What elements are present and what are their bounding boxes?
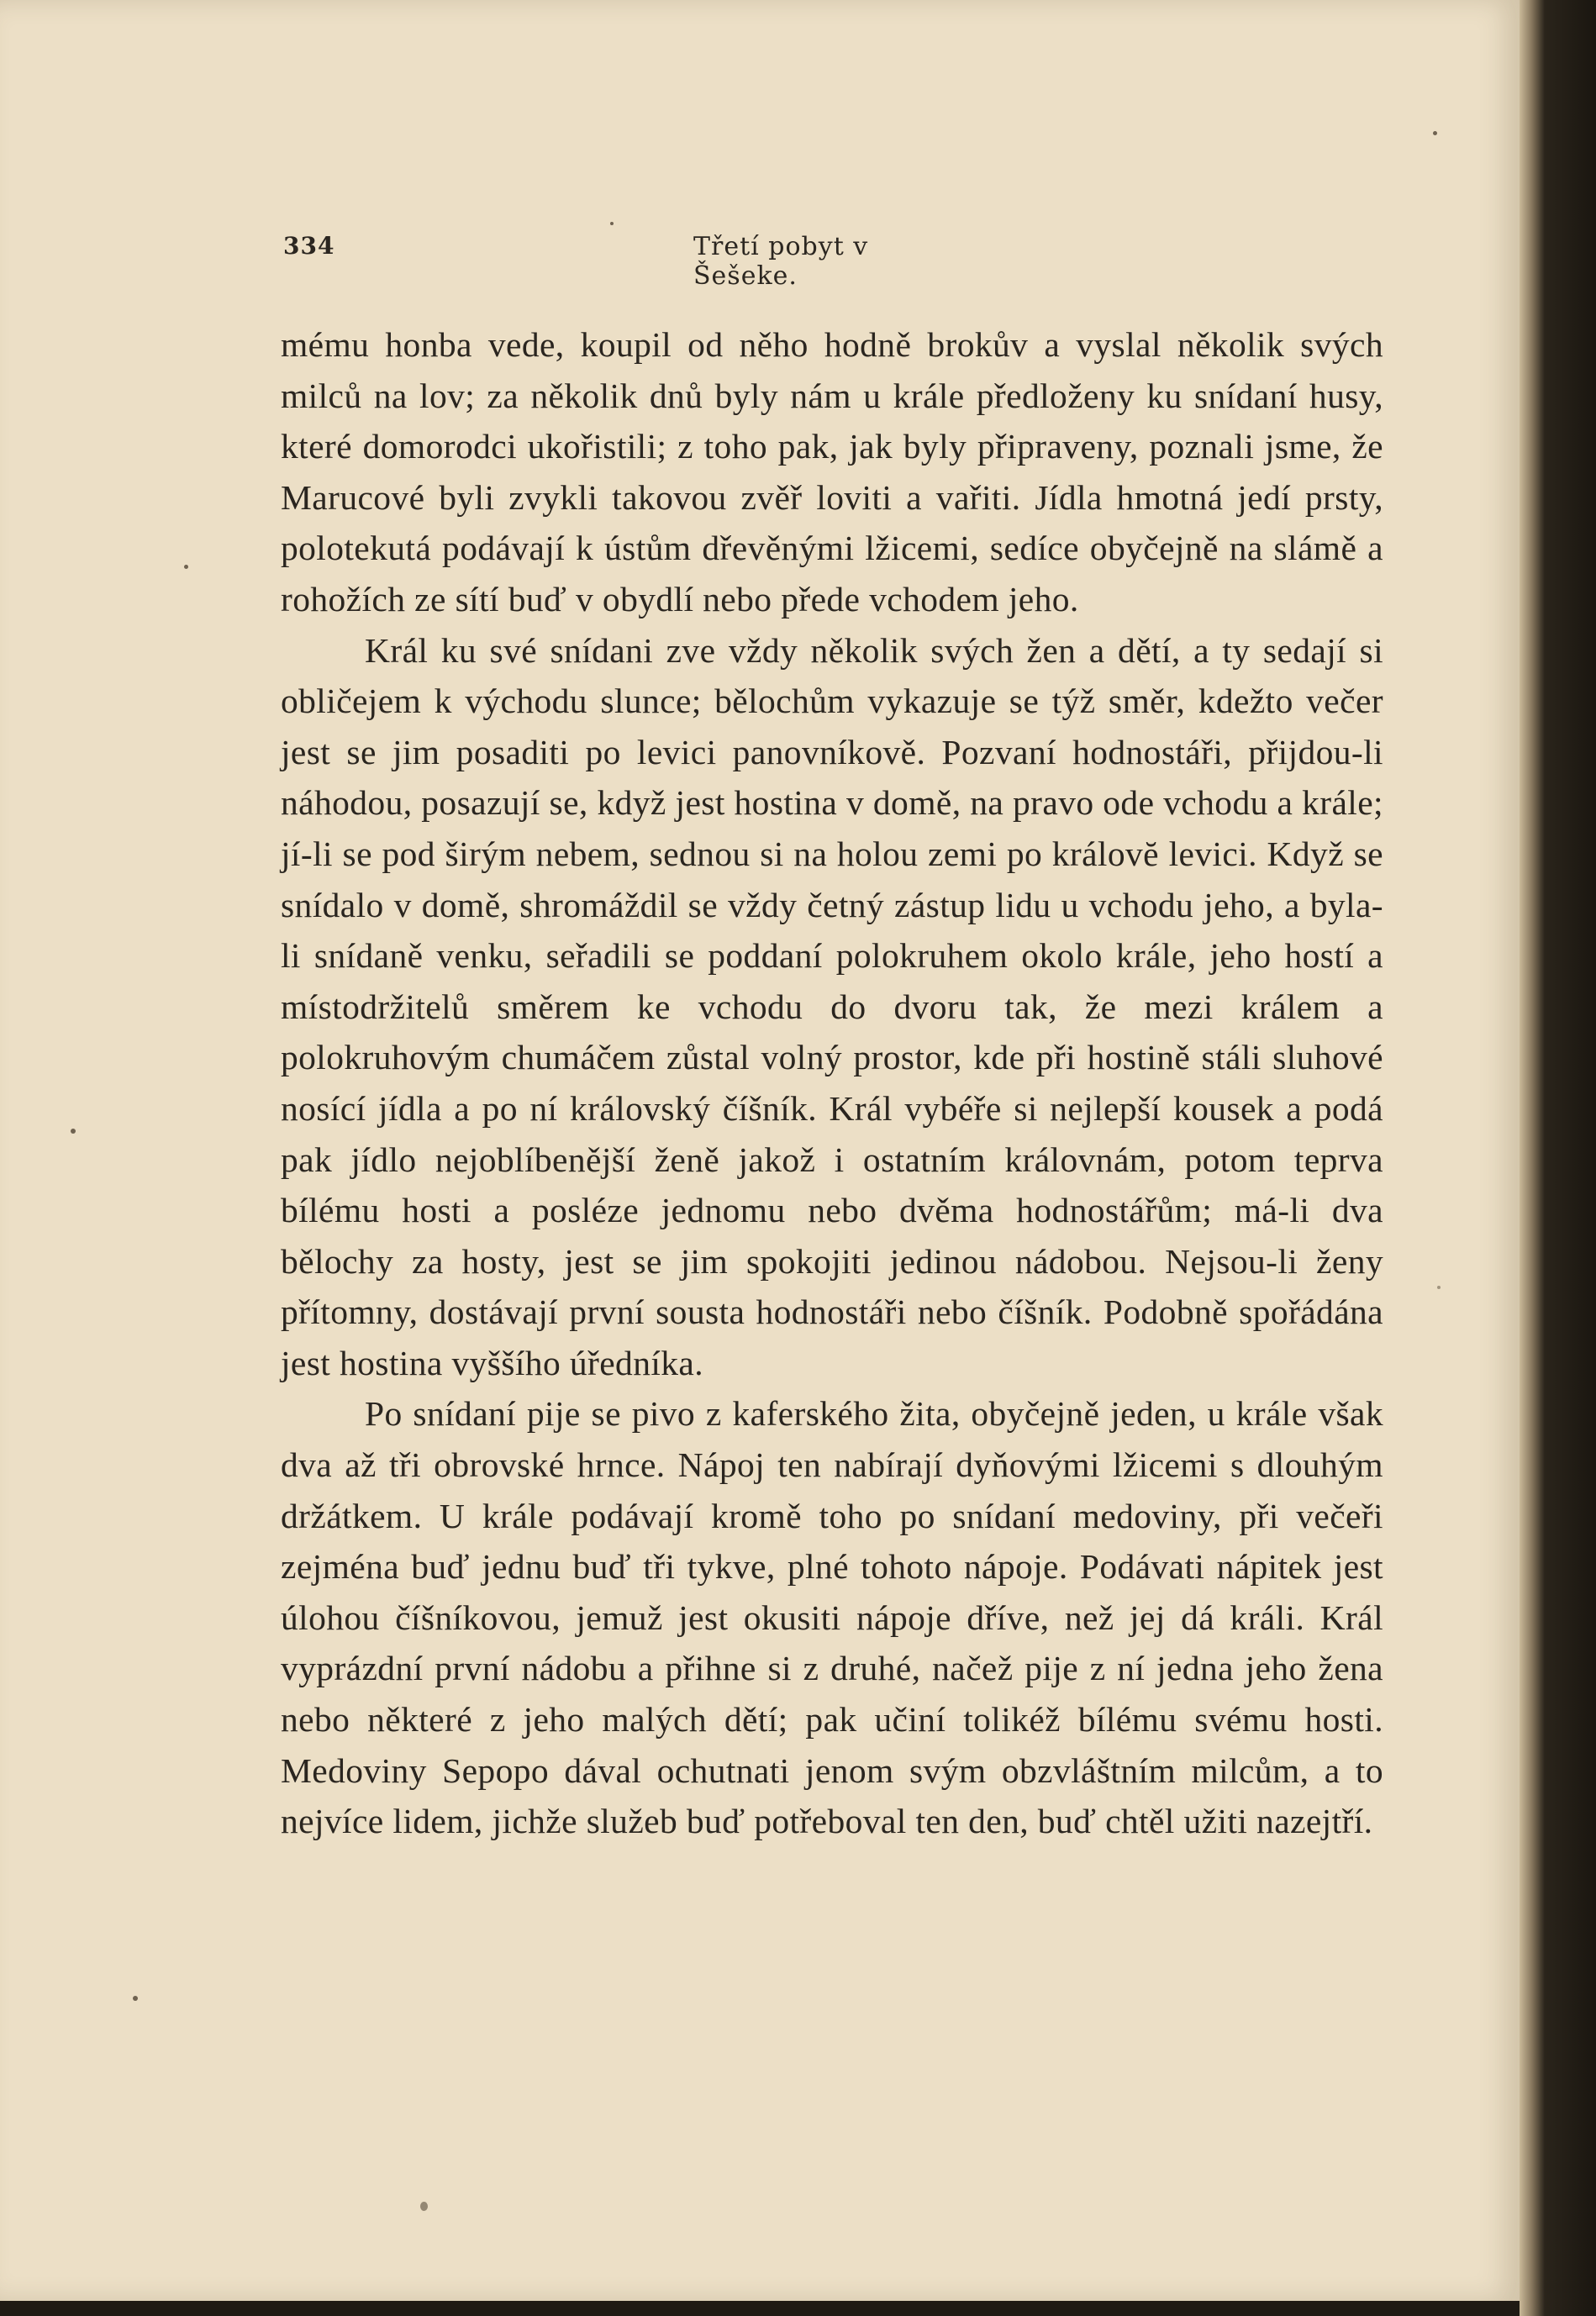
book-binding (1520, 0, 1596, 2316)
scan-speck (71, 1129, 76, 1134)
running-head (283, 232, 972, 291)
chapter-title: Třetí pobyt v Šešeke. (693, 232, 869, 291)
scan-speck (184, 565, 188, 569)
paragraph-continued: mému honba vede, koupil od něho hodně brokův a vyslal několik svých milců na lov; za několik dnů byly nám u krále předloženy ku snídaní husy, které domorodci ukořistili; z toho pak, jak byly připraveny, poznali jsme, že Marucové byli zvykli takovou zvěř loviti a vařiti. Jídla hmotná jedí prsty, polotekutá podávají k ústům dřevěnými lžicemi, sedíce obyčejně na slámě a rohožích ze sítí buď v obydlí nebo přede vchodem jeho. (281, 325, 1383, 618)
paragraph: Král ku své snídani zve vždy několik svých žen a dětí, a ty sedají si obličejem k východu slunce; bělochům vykazuje se týž směr, kdežto večer jest se jim posaditi po levici panovníkově. Pozvaní hodnostáři, přijdou-li náhodou, posazují se, když jest hostina v domě, na pravo ode vchodu a krále; jí-li se pod širým nebem, sednou si na holou zemi po královĕ levici. Když se snídalo v domě, shromáždil se vždy četný zástup lidu u vchodu jeho, a byla-li snídaně venku, seřadili se poddaní polokruhem okolo krále, jeho hostí a místodržitelů směrem ke vchodu do dvoru tak, že mezi králem a polokruhovým chumáčem zůstal volný prostor, kde při hostině stáli sluhové nosící jídla a po ní královský číšník. Král vybéře si nejlepší kousek a podá pak jídlo nejoblíbenější ženě jakož i ostatním královnám, potom teprva bílému hosti a posléze jednomu nebo dvěma hodnostářům; má-li dva bělochy za hosty, jest se jim spokojiti jedinou nádobou. Nejsou-li ženy přítomny, dostávají první sousta hodnostáři nebo číšník. Podobně spořádána jest hostina vyššího úředníka. (281, 630, 1383, 1382)
paragraph: Po snídaní pije se pivo z kaferského žita, obyčejně jeden, u krále však dva až tři obrovské hrnce. Nápoj ten nabírají dyňovými lžicemi s dlouhým držátkem. U krále podávají kromě toho po snídaní medoviny, při večeři zejména buď jednu buď tři tykve, plné tohoto nápoje. Podávati nápitek jest úlohou číšníkovou, jemuž jest okusiti nápoje dříve, než jej dá králi. Král vyprázdní první nádobu a přihne si z druhé, načež pije z ní jedna jeho žena nebo některé z jeho malých dětí; pak učiní tolikéž bílému svému hosti. Medoviny Sepopo dával ochutnati jenom svým obzvláštním milcům, a to nejvíce lidem, jichže služeb buď potřeboval ten den, buď chtěl užiti nazejtří. (281, 1394, 1383, 1841)
scan-speck (1433, 131, 1437, 135)
scan-speck (133, 1996, 138, 2001)
page-bottom-edge (0, 2301, 1520, 2316)
scan-speck (420, 2202, 428, 2211)
page-number: 334 (283, 232, 335, 260)
scan-speck (1437, 1286, 1441, 1289)
scan-speck (610, 222, 614, 225)
body-text (281, 319, 1383, 1847)
